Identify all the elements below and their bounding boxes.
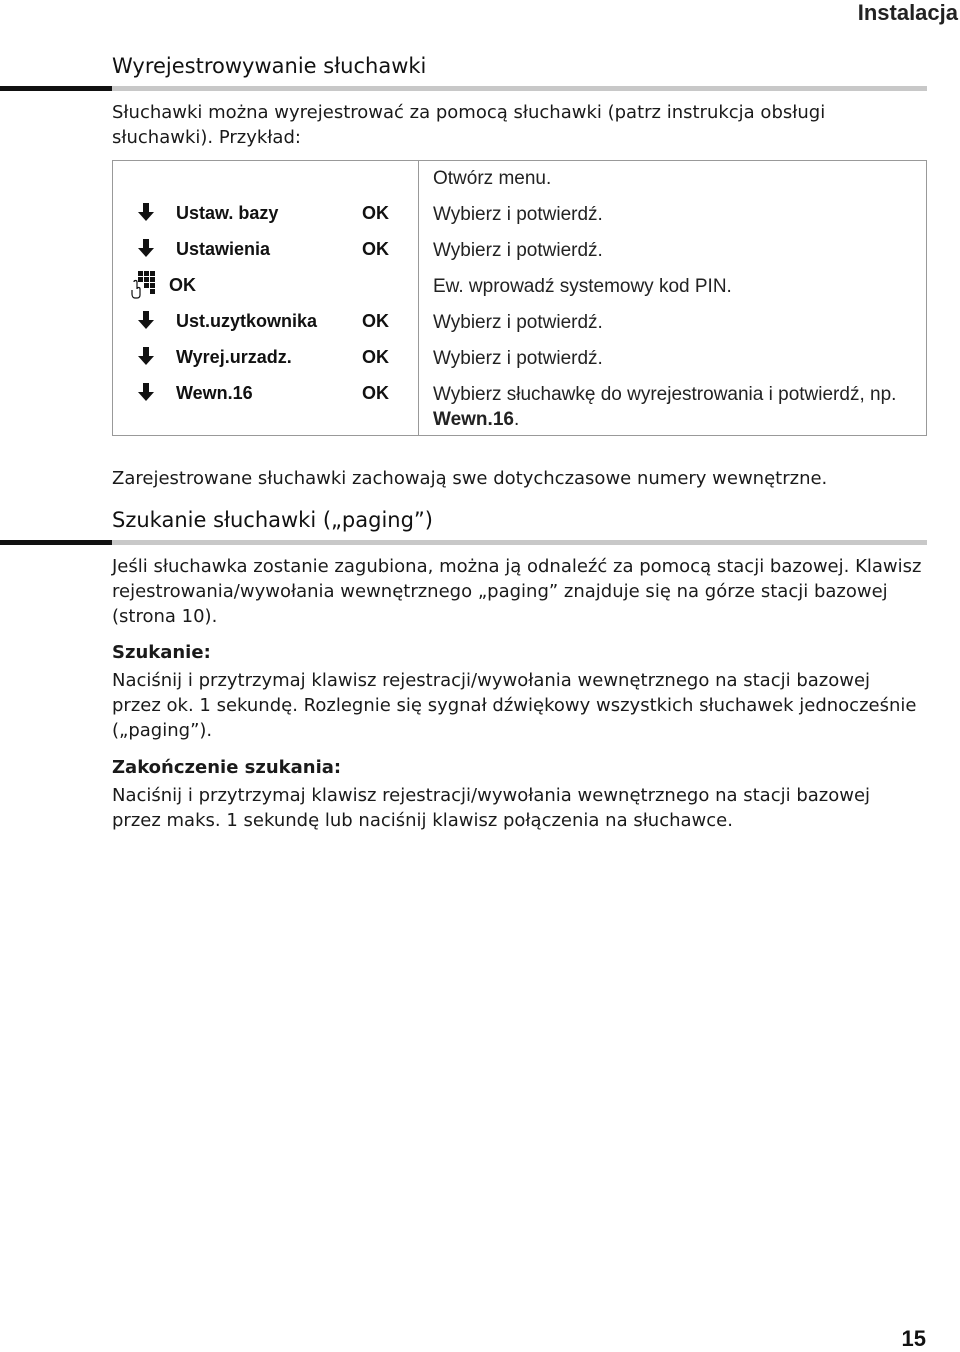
section-title-unregister: Wyrejestrowywanie słuchawki — [112, 54, 427, 78]
steps-table — [112, 160, 927, 436]
title-rule-dark — [0, 86, 112, 91]
step-row — [113, 233, 926, 269]
end-search-heading: Zakończenie szukania: — [112, 757, 342, 778]
step-description: Otwórz menu. — [433, 168, 552, 189]
ok-key-label: OK — [362, 203, 389, 223]
title-rule-light — [112, 540, 927, 545]
paging-intro-paragraph: Jeśli słuchawka zostanie zagubiona, można ją odnaleźć za pomocą stacji bazowej. Klawisz rejestrowania/wywołania wewnętrznego „paging” znajduje się na górze stacji bazowej (strona 10). — [112, 556, 922, 627]
step-row — [113, 269, 926, 305]
ok-key-label: OK — [362, 239, 389, 259]
step-menu-label: Wyrej.urzadz. — [176, 347, 292, 367]
end-search-paragraph: Naciśnij i przytrzymaj klawisz rejestracji/wywołania wewnętrznego na stacji bazowej przez maks. 1 sekundę lub naciśnij klawisz połączenia na słuchawce. — [112, 785, 871, 831]
ok-key-label: OK — [362, 347, 389, 367]
down-arrow-icon — [137, 382, 155, 402]
step-description: Wybierz i potwierdź. — [433, 312, 603, 333]
step-row — [113, 305, 926, 341]
step-row — [113, 197, 926, 233]
step-description: Wybierz i potwierdź. — [433, 204, 603, 225]
step-description-text: Wybierz słuchawkę do wyrejestrowania i potwierdź, np. — [433, 384, 897, 405]
note-paragraph: Zarejestrowane słuchawki zachowają swe dotychczasowe numery wewnętrzne. — [112, 468, 828, 489]
page-number: 15 — [901, 1326, 926, 1351]
title-rule-light — [112, 86, 927, 91]
step-description: Wybierz i potwierdź. — [433, 348, 603, 369]
search-paragraph: Naciśnij i przytrzymaj klawisz rejestracji/wywołania wewnętrznego na stacji bazowej przez ok. 1 sekundę. Rozlegnie się sygnał dźwiękowy wszystkich słuchawek jednocześnie („paging”). — [112, 670, 917, 741]
step-description-bold: Wewn.16 — [433, 409, 514, 430]
step-description-end: . — [513, 409, 520, 430]
step-menu-label: Wewn.16 — [176, 383, 253, 403]
keypad-icon — [129, 269, 159, 299]
intro-paragraph: Słuchawki można wyrejestrować za pomocą słuchawki (patrz instrukcja obsługi słuchawki). Przykład: — [112, 102, 826, 148]
step-row — [113, 161, 926, 197]
step-menu-label: Ust.uzytkownika — [176, 311, 318, 331]
step-row — [113, 341, 926, 377]
down-arrow-icon — [137, 202, 155, 222]
step-menu-label: Ustaw. bazy — [176, 203, 279, 223]
step-menu-label: Ustawienia — [176, 239, 271, 259]
ok-key-label: OK — [362, 311, 389, 331]
search-heading: Szukanie: — [112, 642, 211, 663]
down-arrow-icon — [137, 310, 155, 330]
ok-key-label: OK — [362, 383, 389, 403]
title-rule-dark — [0, 540, 112, 545]
step-description — [433, 382, 923, 432]
section-title-paging: Szukanie słuchawki („paging”) — [112, 508, 433, 532]
chapter-label: Instalacja — [857, 0, 958, 25]
down-arrow-icon — [137, 346, 155, 366]
step-menu-label: OK — [169, 275, 196, 295]
step-description: Wybierz i potwierdź. — [433, 240, 603, 261]
step-row — [113, 377, 926, 435]
step-description: Ew. wprowadź systemowy kod PIN. — [433, 276, 732, 297]
down-arrow-icon — [137, 238, 155, 258]
